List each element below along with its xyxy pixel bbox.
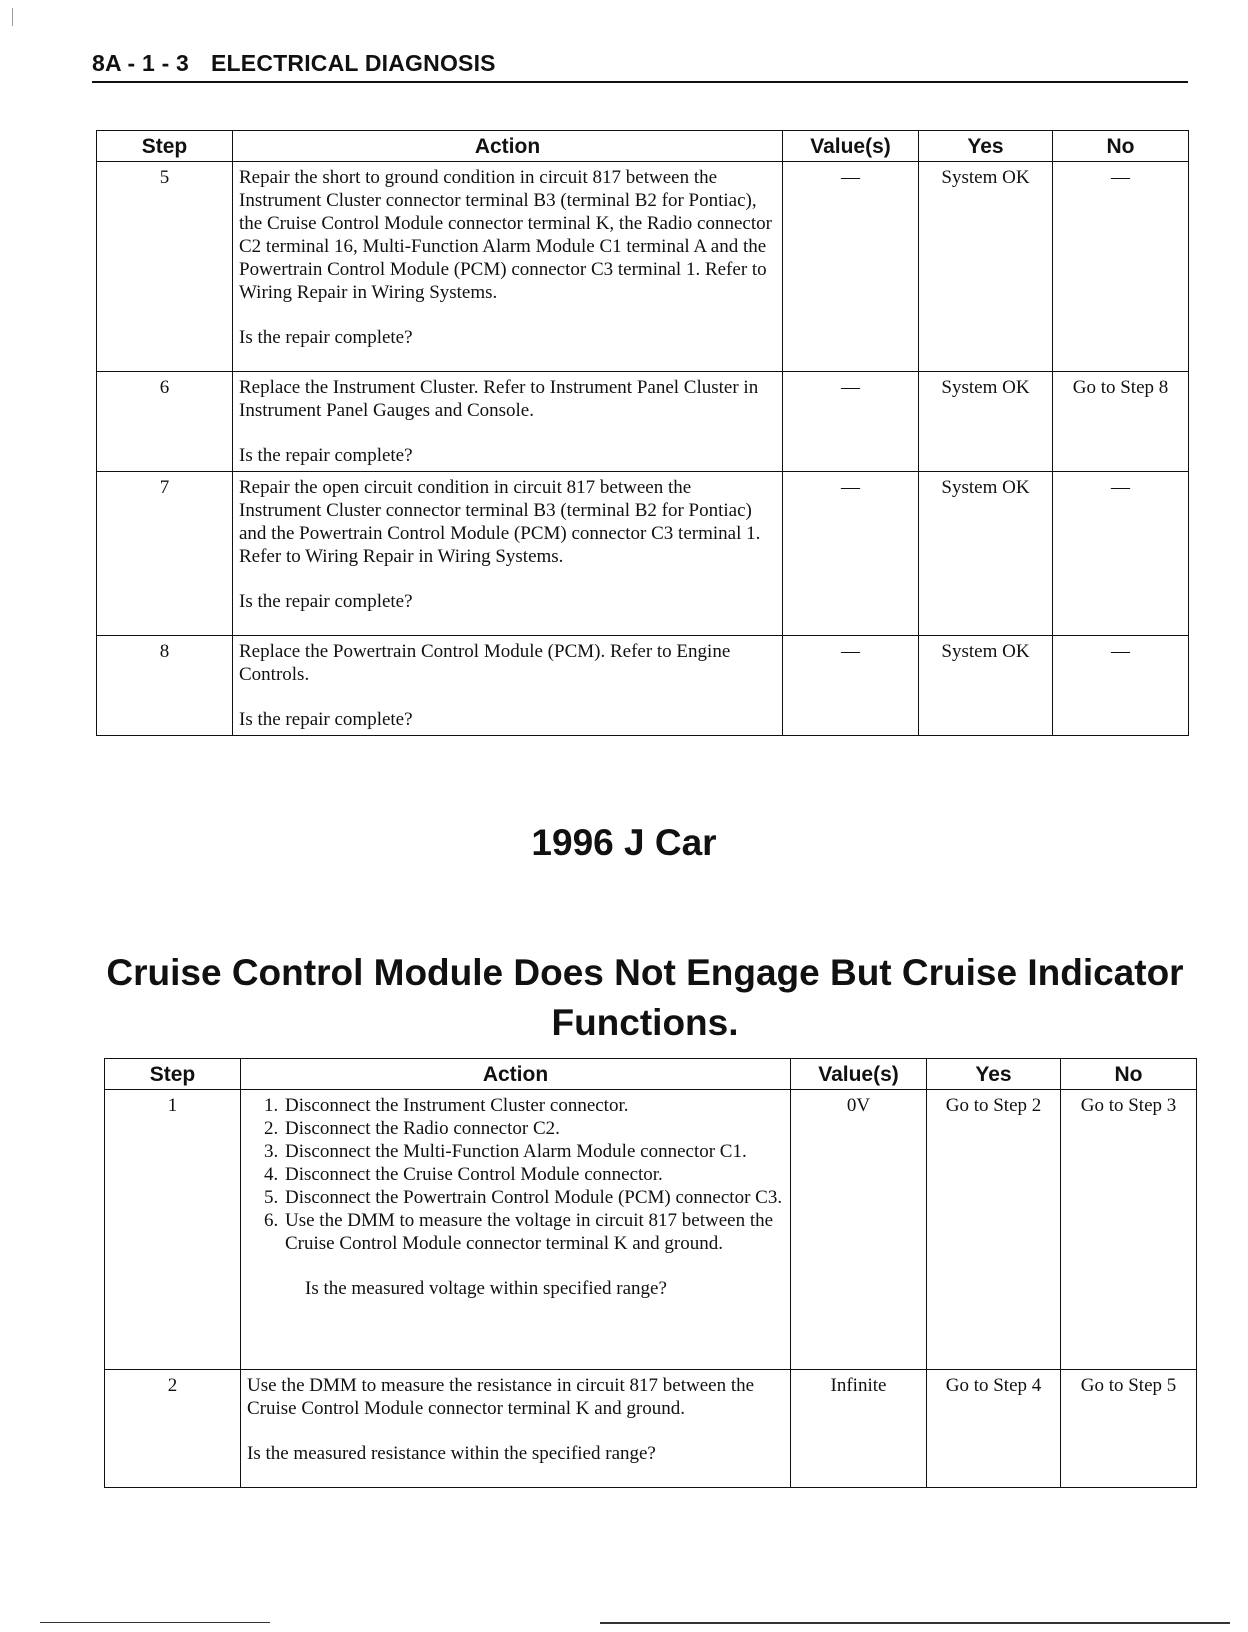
action-steps-list bbox=[263, 1094, 784, 1255]
yes-cell: Go to Step 2 bbox=[927, 1090, 1061, 1370]
yes-cell: System OK bbox=[919, 472, 1053, 636]
table-row bbox=[105, 1370, 1197, 1488]
table-header-row bbox=[105, 1059, 1197, 1090]
action-text: Repair the short to ground condition in circuit 817 between the Instrument Cluster connector terminal B3 (terminal B2 for Pontiac), the Cruise Control Module connector terminal K, the Radio connector C2 terminal 16, Multi-Function Alarm Module C1 terminal A and the Powertrain Control Module (PCM) connector C3 terminal 1. Refer to Wiring Repair in Wiring Systems. bbox=[239, 167, 772, 303]
value-cell: Infinite bbox=[791, 1370, 927, 1488]
column-header-no: No bbox=[1053, 131, 1189, 162]
list-item: 2. Disconnect the Radio connector C2. bbox=[283, 1117, 784, 1140]
column-header-no: No bbox=[1061, 1059, 1197, 1090]
value-cell: — bbox=[783, 162, 919, 372]
table-row bbox=[105, 1090, 1197, 1370]
action-text: Replace the Powertrain Control Module (PCM). Refer to Engine Controls. bbox=[239, 641, 731, 685]
table-header-row bbox=[97, 131, 1189, 162]
diagnostic-table-1 bbox=[96, 130, 1189, 736]
column-header-action: Action bbox=[233, 131, 783, 162]
yes-cell: System OK bbox=[919, 162, 1053, 372]
step-number: 1 bbox=[105, 1090, 241, 1370]
step-number: 2 bbox=[105, 1370, 241, 1488]
yes-cell: System OK bbox=[919, 636, 1053, 736]
no-cell: — bbox=[1053, 636, 1189, 736]
column-header-values: Value(s) bbox=[783, 131, 919, 162]
column-header-values: Value(s) bbox=[791, 1059, 927, 1090]
action-question: Is the repair complete? bbox=[239, 709, 413, 730]
action-cell bbox=[241, 1090, 791, 1370]
action-cell bbox=[233, 472, 783, 636]
action-question: Is the measured resistance within the specified range? bbox=[247, 1443, 656, 1464]
step-number: 5 bbox=[97, 162, 233, 372]
column-header-step: Step bbox=[105, 1059, 241, 1090]
scan-mark bbox=[12, 8, 13, 26]
action-question: Is the repair complete? bbox=[239, 327, 413, 348]
action-question: Is the repair complete? bbox=[239, 591, 413, 612]
no-cell: Go to Step 8 bbox=[1053, 372, 1189, 472]
action-cell bbox=[233, 162, 783, 372]
action-text: Replace the Instrument Cluster. Refer to Instrument Panel Cluster in Instrument Panel Gauges and Console. bbox=[239, 377, 759, 421]
table-row bbox=[97, 472, 1189, 636]
no-cell: — bbox=[1053, 162, 1189, 372]
list-item: 5. Disconnect the Powertrain Control Module (PCM) connector C3. bbox=[283, 1186, 784, 1209]
page-number: 8A - 1 - 3 bbox=[92, 50, 190, 76]
no-cell: Go to Step 5 bbox=[1061, 1370, 1197, 1488]
action-text: Repair the open circuit condition in circuit 817 between the Instrument Cluster connector terminal B3 (terminal B2 for Pontiac) and the Powertrain Control Module (PCM) connector C3 terminal 1. Refer to Wiring Repair in Wiring Systems. bbox=[239, 477, 761, 567]
list-item: 4. Disconnect the Cruise Control Module connector. bbox=[283, 1163, 784, 1186]
action-cell bbox=[233, 636, 783, 736]
section-main-heading: Cruise Control Module Does Not Engage But Cruise Indicator Functions. bbox=[106, 952, 1184, 1043]
column-header-action: Action bbox=[241, 1059, 791, 1090]
table-row bbox=[97, 372, 1189, 472]
page-header bbox=[92, 50, 1188, 83]
step-number: 6 bbox=[97, 372, 233, 472]
value-cell: — bbox=[783, 472, 919, 636]
value-cell: 0V bbox=[791, 1090, 927, 1370]
table-row bbox=[97, 636, 1189, 736]
column-header-yes: Yes bbox=[919, 131, 1053, 162]
page-header-title: ELECTRICAL DIAGNOSIS bbox=[211, 50, 496, 76]
list-item: 3. Disconnect the Multi-Function Alarm Module connector C1. bbox=[283, 1140, 784, 1163]
action-question: Is the measured voltage within specified range? bbox=[305, 1278, 667, 1299]
footer-rule bbox=[40, 1622, 270, 1623]
list-item: 6. Use the DMM to measure the voltage in circuit 817 between the Cruise Control Module connector terminal K and ground. bbox=[283, 1209, 784, 1255]
step-number: 7 bbox=[97, 472, 233, 636]
no-cell: — bbox=[1053, 472, 1189, 636]
action-cell bbox=[241, 1370, 791, 1488]
column-header-step: Step bbox=[97, 131, 233, 162]
diagnostic-table-2 bbox=[104, 1058, 1197, 1488]
action-question: Is the repair complete? bbox=[239, 445, 413, 466]
column-header-yes: Yes bbox=[927, 1059, 1061, 1090]
action-cell bbox=[233, 372, 783, 472]
yes-cell: System OK bbox=[919, 372, 1053, 472]
step-number: 8 bbox=[97, 636, 233, 736]
section-year-heading: 1996 J Car bbox=[531, 822, 717, 863]
action-text: Use the DMM to measure the resistance in circuit 817 between the Cruise Control Module connector terminal K and ground. bbox=[247, 1375, 755, 1419]
table-row bbox=[97, 162, 1189, 372]
list-item: 1. Disconnect the Instrument Cluster connector. bbox=[283, 1094, 784, 1117]
value-cell: — bbox=[783, 636, 919, 736]
yes-cell: Go to Step 4 bbox=[927, 1370, 1061, 1488]
no-cell: Go to Step 3 bbox=[1061, 1090, 1197, 1370]
footer-rule bbox=[600, 1622, 1230, 1624]
value-cell: — bbox=[783, 372, 919, 472]
